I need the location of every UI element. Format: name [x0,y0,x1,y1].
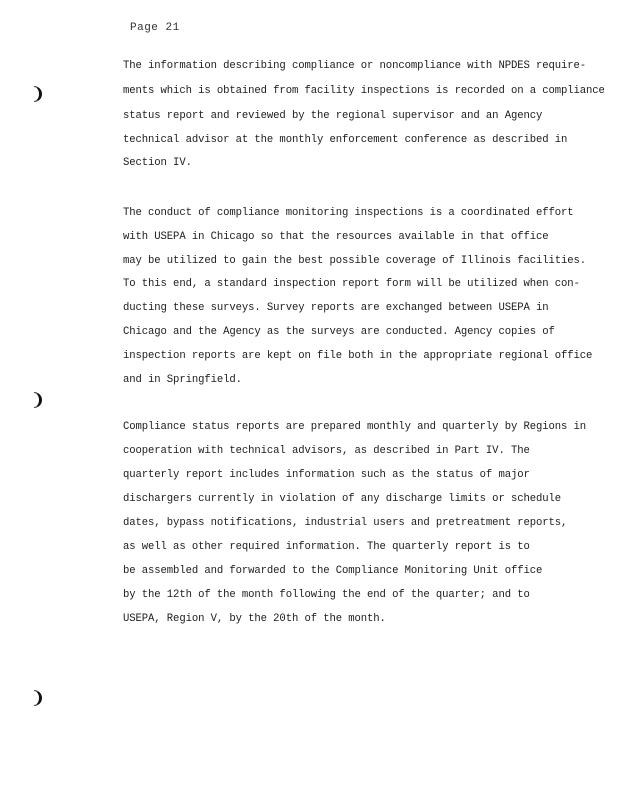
paragraph-line: dates, bypass notifications, industrial users and pretreatment reports, [123,517,568,529]
paragraph-line: cooperation with technical advisors, as described in Part IV. The [123,445,530,457]
paragraph-line: To this end, a standard inspection report form will be utilized when con- [123,278,580,290]
paragraph-line: as well as other required information. The quarterly report is to [123,541,530,553]
paragraph-line: be assembled and forwarded to the Compliance Monitoring Unit office [123,565,543,577]
paragraph-line: inspection reports are kept on file both in the appropriate regional office [123,350,593,362]
paragraph-line: USEPA, Region V, by the 20th of the month. [123,613,386,625]
punch-hole-top [34,86,42,102]
paragraph-line: ducting these surveys. Survey reports are exchanged between USEPA in [123,302,549,314]
paragraph-line: Section IV. [123,157,192,169]
paragraph-line: Compliance status reports are prepared monthly and quarterly by Regions in [123,421,587,433]
paragraph-line: ments which is obtained from facility inspections is recorded on a compliance [123,85,605,97]
paragraph-line: status report and reviewed by the regional supervisor and an Agency [123,110,543,122]
paragraph-line: The information describing compliance or noncompliance with NPDES require- [123,60,587,72]
paragraph-line: The conduct of compliance monitoring inspections is a coordinated effort [123,207,574,219]
paragraph-line: and in Springfield. [123,374,242,386]
paragraph-line: by the 12th of the month following the end of the quarter; and to [123,589,530,601]
paragraph-line: Chicago and the Agency as the surveys are conducted. Agency copies of [123,326,555,338]
punch-hole-middle [34,392,42,408]
page-number: Page 21 [130,22,180,34]
paragraph-line: may be utilized to gain the best possible coverage of Illinois facilities. [123,255,587,267]
paragraph-line: dischargers currently in violation of any discharge limits or schedule [123,493,562,505]
paragraph-line: quarterly report includes information such as the status of major [123,469,530,481]
punch-hole-bottom [34,690,42,706]
paragraph-line: technical advisor at the monthly enforcement conference as described in [123,134,568,146]
paragraph-line: with USEPA in Chicago so that the resources available in that office [123,231,549,243]
